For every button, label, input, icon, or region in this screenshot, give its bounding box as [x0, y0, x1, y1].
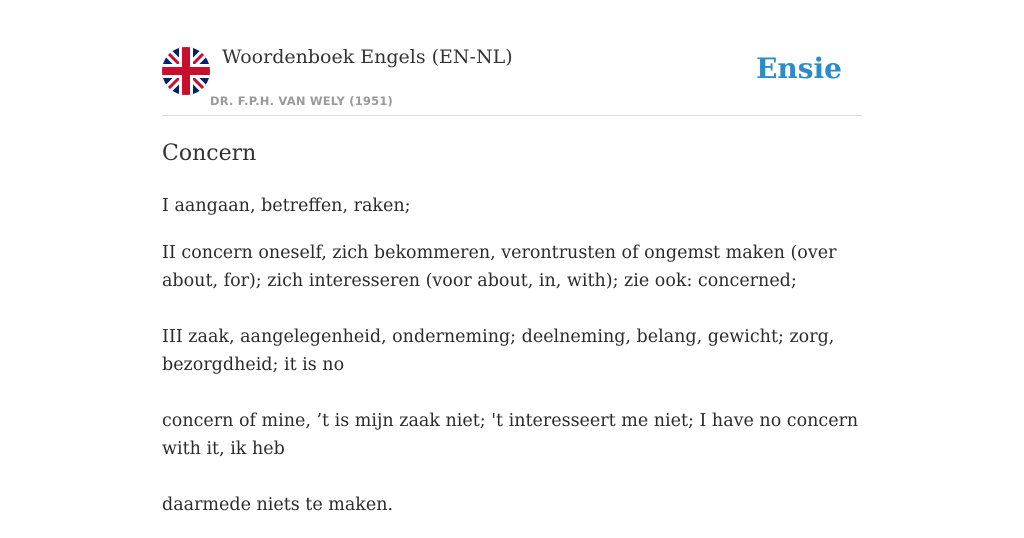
dictionary-header [162, 0, 862, 116]
definition-paragraph: I aangaan, betreffen, raken; [162, 196, 411, 216]
uk-flag-icon [162, 47, 210, 95]
dictionary-page [162, 0, 862, 515]
definition-paragraph: II concern oneself, zich bekommeren, verontrusten of ongemst maken (over about, for); zich interesseren (voor about, in, with); zie ook: concerned; [162, 243, 837, 291]
ensie-logo-link[interactable]: Ensie [756, 52, 842, 85]
definition-paragraph: III zaak, aangelegenheid, onderneming; deelneming, belang, gewicht; zorg, bezorgdheid; it is no [162, 327, 835, 375]
entry-definition [162, 192, 862, 538]
entry-title: Concern [162, 141, 257, 166]
dictionary-title[interactable]: Woordenboek Engels (EN-NL) [222, 46, 513, 68]
definition-paragraph: concern of mine, ’t is mijn zaak niet; 't interesseert me niet; I have no concern with it, ik heb [162, 411, 859, 459]
dictionary-author: DR. F.P.H. VAN WELY (1951) [210, 94, 393, 108]
definition-paragraph: daarmede niets te maken. [162, 495, 394, 515]
